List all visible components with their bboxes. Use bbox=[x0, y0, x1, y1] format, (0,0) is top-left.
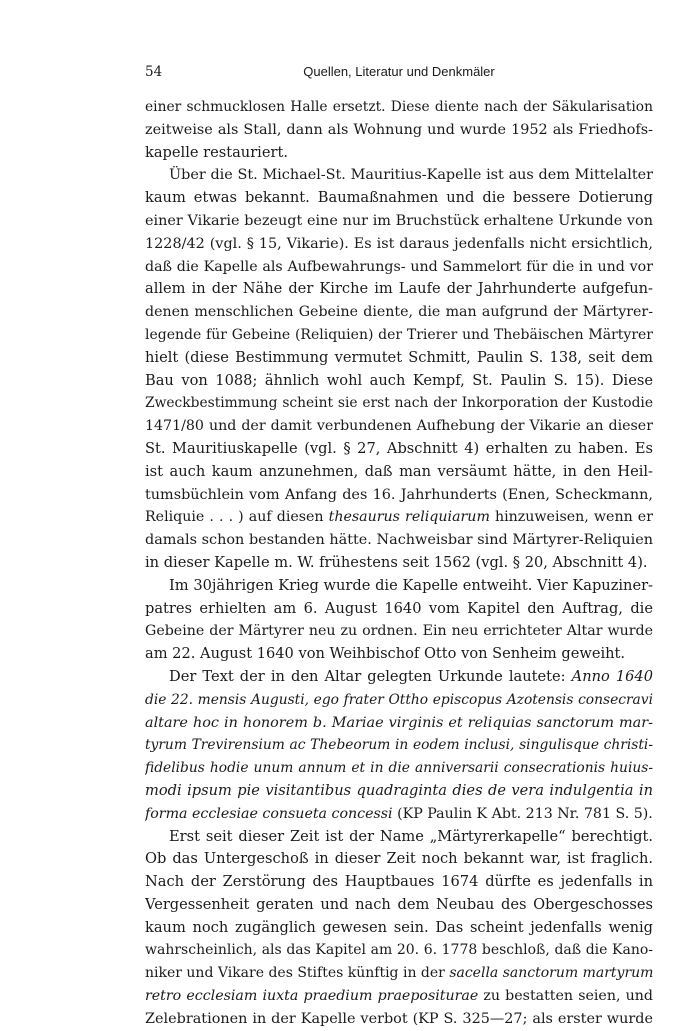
text-line bbox=[145, 734, 653, 757]
text-line bbox=[145, 894, 653, 917]
italic-text-segment: thesaurus reliquiarum bbox=[328, 509, 490, 526]
text-line bbox=[145, 438, 653, 461]
text-line bbox=[145, 256, 653, 279]
text-line bbox=[145, 233, 653, 256]
text-line bbox=[145, 848, 653, 871]
text-line bbox=[145, 347, 653, 370]
text-segment: daß die Kapelle als Aufbewahrungs- und Sammelort für die in und vor bbox=[145, 258, 653, 275]
text-segment: zeitweise als Stall, dann als Wohnung und wurde 1952 als Friedhofs- bbox=[145, 121, 653, 138]
page-number: 54 bbox=[145, 64, 163, 80]
italic-text-segment: Anno 1640 bbox=[571, 667, 653, 685]
text-segment: allem in der Nähe der Kirche im Laufe der Jahrhunderte aufgefun- bbox=[145, 280, 653, 298]
text-line bbox=[145, 484, 653, 507]
text-line bbox=[145, 301, 653, 324]
page-header bbox=[145, 62, 653, 82]
text-segment: Zelebrationen in der Kapelle verbot (KP S. 325—27; als erster wurde bbox=[145, 1010, 653, 1027]
text-segment: kaum noch zugänglich gewesen sein. Das scheint jedenfalls wenig bbox=[145, 918, 653, 936]
text-segment: in dieser Kapelle m. W. frühestens seit 1562 (vgl. § 20, Abschnitt 4). bbox=[145, 553, 648, 571]
italic-text-segment: fidelibus hodie unum annum et in die anniversarii consecrationis huius- bbox=[145, 760, 653, 777]
text-segment: einer schmucklosen Halle ersetzt. Diese diente nach der Säkularisation bbox=[145, 99, 653, 115]
italic-text-segment: forma ecclesiae consueta concessi bbox=[145, 805, 393, 822]
text-segment: zu bestatten seien, und bbox=[478, 988, 653, 1005]
text-line bbox=[145, 415, 653, 438]
text-segment: tumsbüchlein vom Anfang des 16. Jahrhunderts (Enen, Scheckmann, bbox=[145, 486, 653, 503]
text-segment: hielt (diese Bestimmung vermutet Schmitt, Paulin S. 138, seit dem bbox=[145, 348, 653, 366]
text-segment: 1471/80 und der damit verbundenen Aufhebung der Vikarie an dieser bbox=[145, 418, 653, 435]
text-segment: Im 30jährigen Krieg wurde die Kapelle entweiht. Vier Kapuziner- bbox=[169, 576, 653, 594]
text-segment: kaum etwas bekannt. Baumaßnahmen und die bessere Dotierung bbox=[145, 189, 653, 207]
text-segment: Gebeine der Märtyrer neu zu ordnen. Ein neu errichteter Altar wurde bbox=[145, 623, 653, 640]
text-segment: niker und Vikare des Stiftes künftig in der bbox=[145, 965, 450, 982]
text-line bbox=[145, 370, 653, 393]
text-segment: Nach der Zerstörung des Hauptbaues 1674 dürfte es jedenfalls in bbox=[145, 873, 653, 891]
text-line bbox=[145, 529, 653, 552]
text-line bbox=[145, 187, 653, 210]
running-title: Quellen, Literatur und Denkmäler bbox=[303, 64, 495, 79]
text-line bbox=[145, 210, 653, 233]
text-segment: Bau von 1088; ähnlich wohl auch Kempf, St. Paulin S. 15). Diese bbox=[145, 371, 653, 389]
body-text bbox=[145, 96, 653, 1031]
text-segment: denen menschlichen Gebeine diente, die man aufgrund der Märtyrer- bbox=[145, 304, 653, 321]
text-segment: damals schon bestanden hätte. Nachweisbar sind Märtyrer-Reliquien bbox=[145, 532, 653, 549]
text-segment: wahrscheinlich, als das Kapitel am 20. 6. 1778 beschloß, daß die Kano- bbox=[145, 942, 653, 959]
text-line bbox=[145, 392, 653, 415]
text-segment: Über die St. Michael-St. Mauritius-Kapelle ist aus dem Mittelalter bbox=[169, 167, 653, 184]
text-segment: Reliquie . . . ) auf diesen bbox=[145, 509, 329, 526]
text-segment: (KP Paulin K Abt. 213 Nr. 781 S. 5). bbox=[392, 805, 653, 822]
text-line bbox=[145, 803, 653, 826]
text-line bbox=[145, 620, 653, 643]
text-line bbox=[145, 506, 653, 529]
text-line bbox=[145, 962, 653, 985]
text-line bbox=[145, 689, 653, 712]
text-line bbox=[145, 575, 653, 598]
text-segment: Ob das Untergeschoß in dieser Zeit noch bekannt war, ist fraglich. bbox=[145, 850, 653, 868]
text-line bbox=[145, 917, 653, 940]
text-line bbox=[145, 757, 653, 780]
text-segment: Erst seit dieser Zeit ist der Name „Märtyrerkapelle“ berechtigt. bbox=[169, 827, 653, 845]
text-line bbox=[145, 826, 653, 849]
text-segment: patres erhielten am 6. August 1640 vom Kapitel den Auftrag, die bbox=[145, 599, 653, 617]
text-segment: kapelle restauriert. bbox=[145, 143, 288, 161]
text-line bbox=[145, 278, 653, 301]
text-line bbox=[145, 712, 653, 735]
text-line bbox=[145, 871, 653, 894]
text-line bbox=[145, 461, 653, 484]
text-segment: Der Text der in den Altar gelegten Urkunde lautete: bbox=[169, 667, 572, 685]
text-segment: einer Vikarie bezeugt eine nur im Bruchstück erhaltene Urkunde von bbox=[145, 212, 653, 229]
text-line bbox=[145, 552, 653, 575]
italic-text-segment: altare hoc in honorem b. Mariae virginis et reliquias sanctorum mar- bbox=[145, 714, 653, 731]
text-line bbox=[145, 119, 653, 142]
text-segment: ist auch kaum anzunehmen, daß man versäumt hätte, in den Heil- bbox=[145, 462, 653, 480]
text-segment: Vergessenheit geraten und nach dem Neubau des Obergeschosses bbox=[145, 895, 653, 913]
text-line bbox=[145, 985, 653, 1008]
italic-text-segment: retro ecclesiam iuxta praedium praepositurae bbox=[145, 988, 479, 1005]
text-line bbox=[145, 142, 653, 165]
text-segment: 1228/42 (vgl. § 15, Vikarie). Es ist daraus jedenfalls nicht ersichtlich, bbox=[145, 235, 653, 252]
italic-text-segment: die 22. mensis Augusti, ego frater Ottho episcopus Azotensis consecravi bbox=[145, 691, 653, 708]
text-segment: am 22. August 1640 von Weihbischof Otto von Senheim geweiht. bbox=[145, 645, 626, 663]
text-line bbox=[145, 1008, 653, 1031]
italic-text-segment: modi ipsum pie visitantibus quadraginta dies de vera indulgentia in bbox=[145, 781, 653, 799]
italic-text-segment: sacella sanctorum martyrum bbox=[449, 965, 653, 982]
text-line bbox=[145, 780, 653, 803]
text-line bbox=[145, 324, 653, 347]
text-line bbox=[145, 666, 653, 689]
text-line bbox=[145, 164, 653, 187]
text-line bbox=[145, 598, 653, 621]
italic-text-segment: tyrum Trevirensium ac Thebeorum in eodem inclusi, singulisque christi- bbox=[145, 737, 653, 754]
text-segment: St. Mauritiuskapelle (vgl. § 27, Abschnitt 4) erhalten zu haben. Es bbox=[145, 439, 653, 457]
text-line bbox=[145, 96, 653, 119]
text-segment: hinzuweisen, wenn er bbox=[489, 509, 653, 526]
text-segment: legende für Gebeine (Reliquien) der Trierer und Thebäischen Märtyrer bbox=[145, 326, 653, 343]
text-line bbox=[145, 939, 653, 962]
text-segment: Zweckbestimmung scheint sie erst nach der Inkorporation der Kustodie bbox=[145, 395, 653, 412]
text-line bbox=[145, 643, 653, 666]
